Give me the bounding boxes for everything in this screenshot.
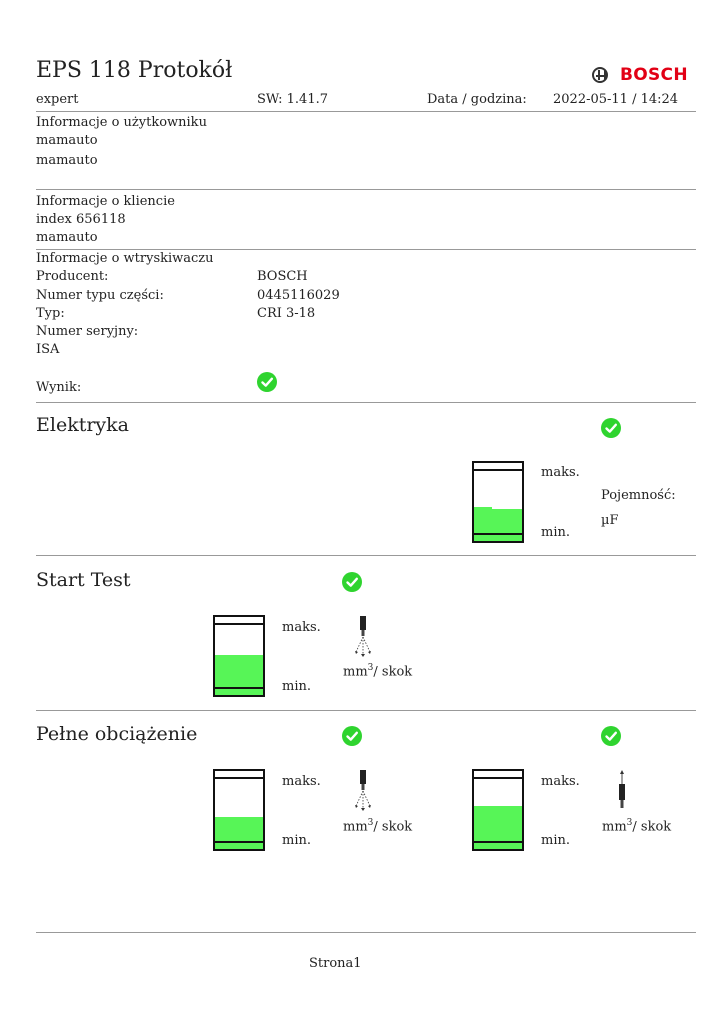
producer-label: Producent: [36,269,109,284]
injector-spray-icon [352,768,374,812]
full-load-right-gauge [472,769,524,851]
divider [36,249,696,250]
full-load-left-max-label: maks. [282,774,321,789]
start-test-max-label: maks. [282,620,321,635]
capacity-label: Pojemność: [601,488,676,503]
unit-main: mm [343,819,368,835]
full-load-right-min-label: min. [541,833,570,848]
unit-rest: / skok [632,819,672,835]
injector-return-icon [611,768,633,812]
full-load-right-max-label: maks. [541,774,580,789]
unit-rest: / skok [373,664,413,680]
full-load-right-unit [602,818,671,834]
bosch-logo [592,64,688,86]
role-label: expert [36,92,79,107]
type-value: CRI 3-18 [257,306,316,321]
divider [36,111,696,112]
serial-number-label: Numer seryjny: [36,324,139,339]
elektryka-min-label: min. [541,525,570,540]
page-title: EPS 118 Protokół [36,58,233,83]
brand-name: BOSCH [620,65,688,85]
divider [36,402,696,403]
bosch-armature-icon [592,67,608,83]
result-check-icon [257,372,277,392]
result-label: Wynik: [36,380,82,395]
elektryka-max-label: maks. [541,465,580,480]
client-info-line1: index 656118 [36,212,126,227]
start-test-min-label: min. [282,679,311,694]
user-info-heading: Informacje o użytkowniku [36,115,207,130]
elektryka-gauge [472,461,524,543]
user-info-line1: mamauto [36,133,98,148]
full-load-left-gauge [213,769,265,851]
full-load-left-check-icon [342,726,362,746]
date-label: Data / godzina: [427,92,527,107]
start-test-gauge-fill [215,655,263,695]
unit-main: mm [602,819,627,835]
isa-label: ISA [36,342,60,357]
elektryka-gauge-fill-bump [474,507,492,541]
part-number-label: Numer typu części: [36,288,164,303]
unit-sup: 3 [626,818,633,828]
start-test-unit [343,663,412,679]
software-version: SW: 1.41.7 [257,92,328,107]
injector-spray-icon [352,614,374,658]
start-test-check-icon [342,572,362,592]
unit-sup: 3 [367,663,374,673]
client-info-line2: mamauto [36,230,98,245]
page-number: Strona1 [309,956,362,971]
full-load-left-gauge-fill [215,817,263,849]
client-info-heading: Informacje o kliencie [36,194,175,209]
injector-info-heading: Informacje o wtryskiwaczu [36,251,214,266]
section-title-elektryka: Elektryka [36,414,129,436]
full-load-left-min-label: min. [282,833,311,848]
full-load-right-check-icon [601,726,621,746]
divider [36,555,696,556]
date-value: 2022-05-11 / 14:24 [553,92,679,107]
capacity-unit: µF [601,513,619,528]
unit-rest: / skok [373,819,413,835]
unit-sup: 3 [367,818,374,828]
unit-main: mm [343,664,368,680]
divider [36,710,696,711]
start-test-gauge [213,615,265,697]
section-title-start-test: Start Test [36,569,131,591]
part-number-value: 0445116029 [257,288,340,303]
elektryka-check-icon [601,418,621,438]
user-info-line2: mamauto [36,153,98,168]
type-label: Typ: [36,306,65,321]
section-title-full-load: Pełne obciążenie [36,723,198,745]
divider [36,189,696,190]
producer-value: BOSCH [257,269,308,284]
divider [36,932,696,933]
full-load-left-unit [343,818,412,834]
